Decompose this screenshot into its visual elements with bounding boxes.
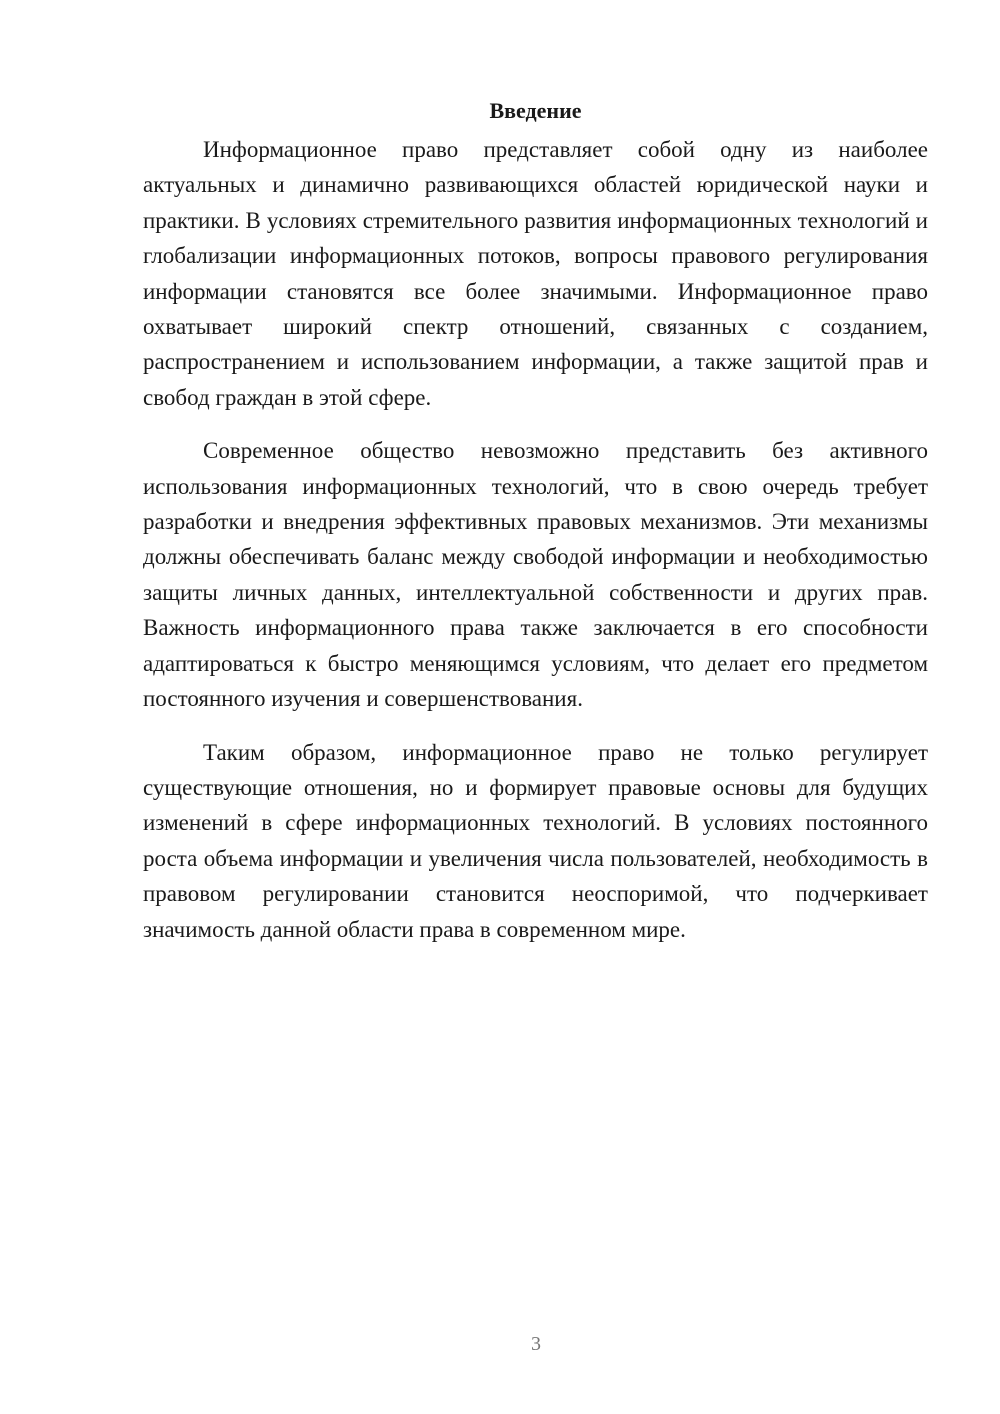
paragraph: Современное общество невозможно представить без активного использования информационных технологий, что в свою очередь требует разработки и внедрения эффективных правовых механизмов. Эти механизмы должны обеспечивать баланс между свободой информации и необходимостью защиты личных данных, интеллектуальной собственности и других прав. Важность информационного права также заключается в его способности адаптироваться к быстро меняющимся условиям, что делает его предметом постоянного изучения и совершенствования. (143, 438, 928, 712)
document-title: Введение (489, 98, 582, 123)
page-number: 3 (531, 1333, 541, 1355)
paragraph: Информационное право представляет собой одну из наиболее актуальных и динамично развивающихся областей юридической науки и практики. В условиях стремительного развития информационных технологий и глобализации информационных потоков, вопросы правового регулирования информации становятся все более значимыми. Информационное право охватывает широкий спектр отношений, связанных с созданием, распространением и использованием информации, а также защитой прав и свобод граждан в этой сфере. (143, 137, 928, 410)
paragraph: Таким образом, информационное право не только регулирует существующие отношения, но и формирует правовые основы для будущих изменений в сфере информационных технологий. В условиях постоянного роста объема информации и увеличения числа пользователей, необходимость в правовом регулировании становится неоспоримой, что подчеркивает значимость данной области права в современном мире. (143, 739, 928, 942)
document-page (143, 96, 928, 965)
